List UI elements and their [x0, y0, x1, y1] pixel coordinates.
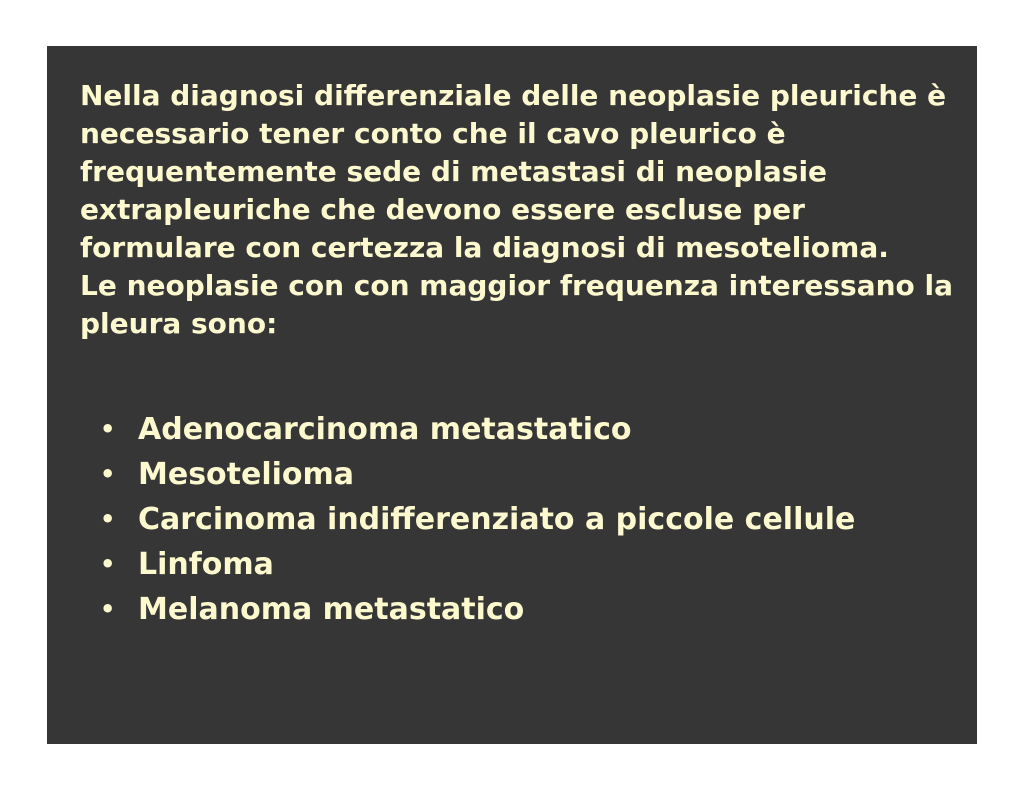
list-item-label: Linfoma	[138, 547, 274, 582]
list-item-label: Mesotelioma	[138, 457, 355, 492]
list-item-label: Carcinoma indifferenziato a piccole cellule	[138, 502, 856, 537]
list-item	[100, 587, 855, 632]
list-item	[100, 542, 855, 587]
list-item-label: Adenocarcinoma metastatico	[138, 412, 632, 447]
bullet-icon: •	[100, 595, 116, 623]
intro-paragraph-2: Le neoplasie con con maggior frequenza interessano la pleura sono:	[80, 269, 954, 340]
intro-text	[80, 77, 960, 343]
list-item	[100, 497, 855, 542]
bullet-icon: •	[100, 505, 116, 533]
slide-panel	[47, 46, 977, 744]
intro-paragraph-1: Nella diagnosi differenziale delle neoplasie pleuriche è necessario tener conto che il cavo pleurico è frequentemente sede di metastasi di neoplasie extrapleuriche che devono essere escluse per formulare con certezza la diagnosi di mesotelioma.	[80, 79, 947, 264]
list-item	[100, 452, 855, 497]
bullet-icon: •	[100, 460, 116, 488]
list-item-label: Melanoma metastatico	[138, 592, 525, 627]
neoplasia-list	[100, 407, 855, 632]
list-item	[100, 407, 855, 452]
bullet-icon: •	[100, 415, 116, 443]
bullet-icon: •	[100, 550, 116, 578]
